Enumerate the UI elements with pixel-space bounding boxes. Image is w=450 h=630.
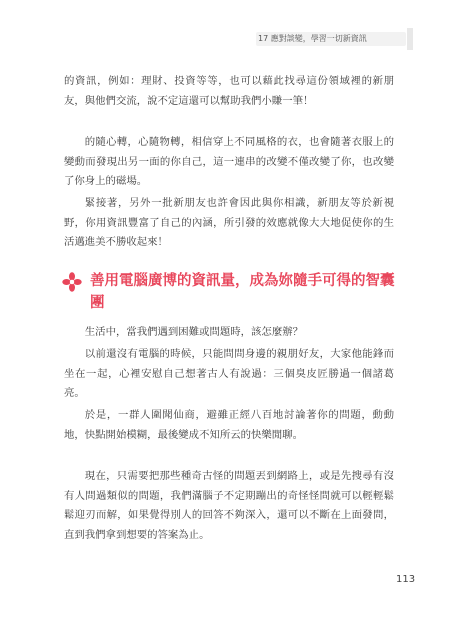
body-paragraph: 以前還沒有電腦的時候，只能問問身邊的親朋好友，大家他能鋒而坐在一起，心裡安慰自己想著古人有說過：三個臭皮匠勝過一個諸葛亮。 — [64, 348, 394, 399]
header-edge-marker — [407, 28, 413, 50]
flower-icon — [62, 272, 82, 292]
body-paragraph: 的隨心轉，心隨物轉，相信穿上不同風格的衣，也會隨著衣服上的變動而發現出另一面的你自己，這一連串的改變不僅改變了你，也改變了你身上的磁場。 — [64, 136, 394, 187]
body-paragraph: 於是，一群人圍聞仙商，避雖正經八百地討論著你的問題，動動地，快點開始模糊，最後變成不知所云的快樂閒聊。 — [64, 409, 394, 441]
body-paragraph: 生活中，當我們遇到困難或問題時，該怎麼辦？ — [84, 326, 303, 338]
page-number: 113 — [396, 574, 416, 585]
section-heading: 善用電腦廣博的資訊量，成為妳隨手可得的智囊團 — [90, 273, 395, 311]
body-paragraph: 緊接著，另外一批新朋友也許會因此與你相識，新朋友等於新視野，你用資訊豐富了自己的內涵，所引發的效應就像大大地促使你的生活邁進美不勝收起來！ — [64, 197, 394, 248]
body-paragraph: 現在，只需要把那些種奇古怪的問題丟到網路上，或是先搜尋有沒有人問過類似的問題，我們滿腦子不定期蹦出的奇怪怪問就可以輕輕鬆鬆迎刃而解，如果覺得別人的回答不夠深入，還可以不斷在上面發問，直到我們拿到想要的答案為止。 — [64, 470, 394, 541]
body-paragraph: 的資訊，例如：理財、投資等等，也可以藉此找尋這份領域裡的新朋友，與他們交流，說不定這還可以幫助我們小賺一筆！ — [64, 75, 394, 107]
running-header-title: 17 應對談變，學習一切新資訊 — [258, 34, 367, 43]
